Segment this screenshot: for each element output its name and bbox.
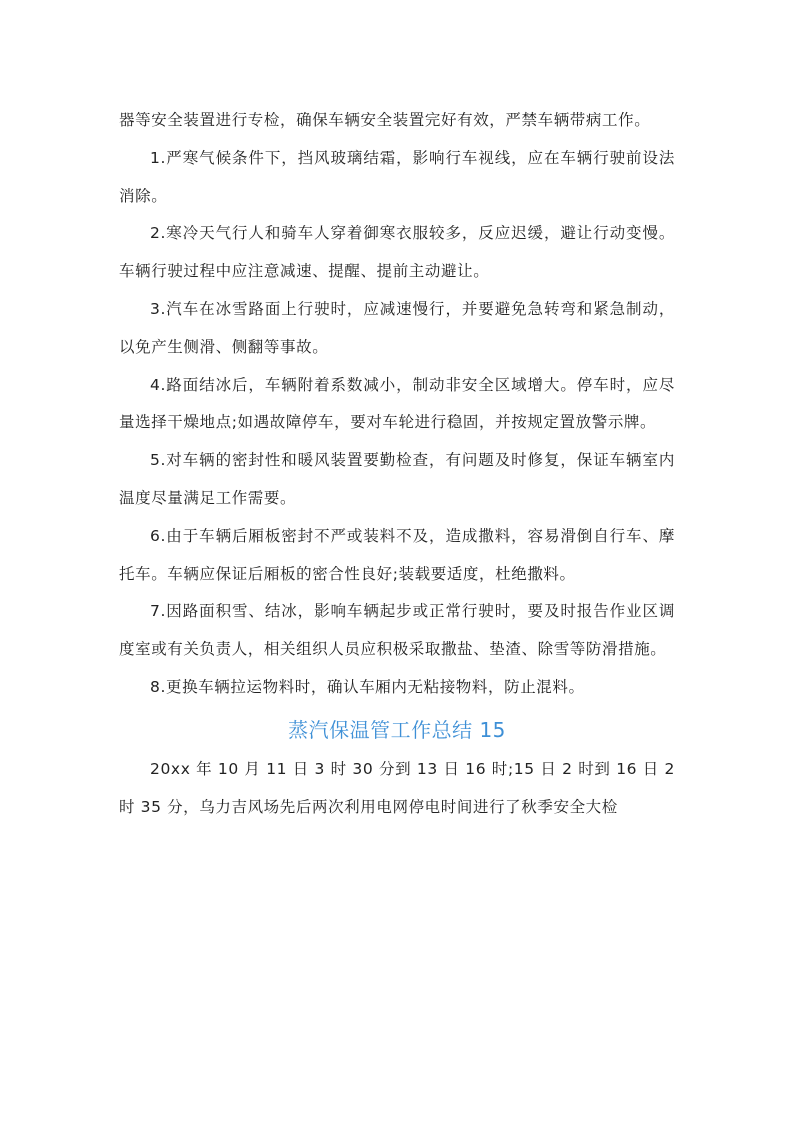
paragraph-item-1: 1.严寒气候条件下，挡风玻璃结霜，影响行车视线，应在车辆行驶前设法消除。 [119, 148, 675, 205]
paragraph-item-4: 4.路面结冰后，车辆附着系数减小，制动非安全区域增大。停车时，应尽量选择干燥地点;如遇故障停车，要对车轮进行稳固，并按规定置放警示牌。 [119, 375, 675, 432]
paragraph-item-2: 2.寒冷天气行人和骑车人穿着御寒衣服较多，反应迟缓，避让行动变慢。车辆行驶过程中应注意减速、提醒、提前主动避让。 [119, 224, 675, 281]
section-heading: 蒸汽保温管工作总结 15 [288, 717, 506, 742]
paragraph-item-8: 8.更换车辆拉运物料时，确认车厢内无粘接物料，防止混料。 [150, 677, 585, 696]
document-body [119, 102, 675, 826]
paragraph-item-7: 7.因路面积雪、结冰，影响车辆起步或正常行驶时，要及时报告作业区调度室或有关负责人，相关组织人员应积极采取撒盐、垫渣、除雪等防滑措施。 [119, 602, 675, 659]
paragraph-item-6: 6.由于车辆后厢板密封不严或装料不及，造成撒料，容易滑倒自行车、摩托车。车辆应保证后厢板的密合性良好;装载要适度，杜绝撒料。 [119, 526, 675, 583]
paragraph-item-3: 3.汽车在冰雪路面上行驶时，应减速慢行，并要避免急转弯和紧急制动，以免产生侧滑、侧翻等事故。 [119, 299, 675, 356]
paragraph-continued: 器等安全装置进行专检，确保车辆安全装置完好有效，严禁车辆带病工作。 [119, 111, 651, 129]
paragraph-item-5: 5.对车辆的密封性和暖风装置要勤检查，有问题及时修复，保证车辆室内温度尽量满足工作需要。 [119, 451, 675, 507]
paragraph-summary-intro: 20xx 年 10 月 11 日 3 时 30 分到 13 日 16 时;15 日 2 时到 16 日 2 时 35 分，乌力吉风场先后两次利用电网停电时间进行了秋季安全大检 [119, 759, 675, 816]
